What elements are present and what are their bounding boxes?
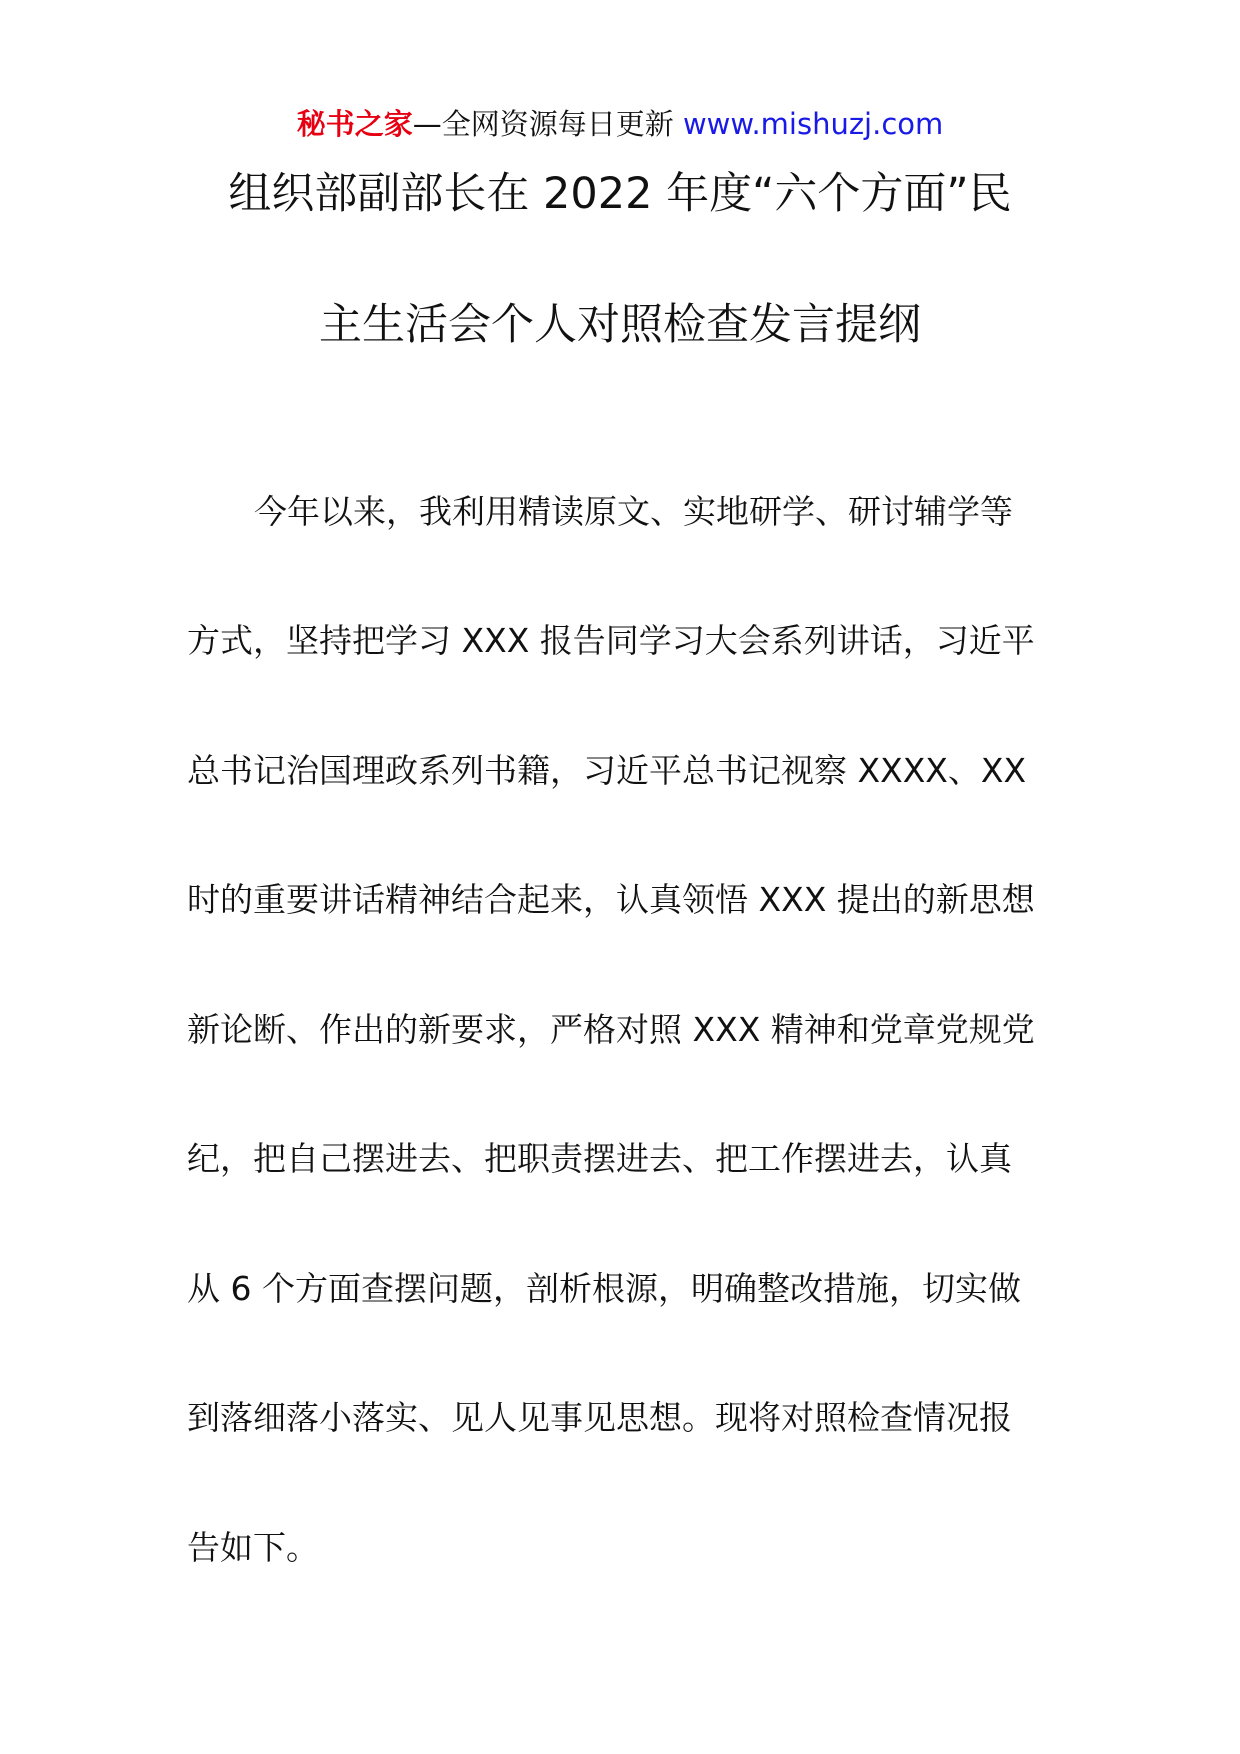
body-text-line: 新论断、作出的新要求，严格对照 XXX 精神和党章党规党	[187, 1010, 1035, 1049]
document-title-line-2: 主生活会个人对照检查发言提纲	[319, 300, 921, 350]
body-text-line: 告如下。	[187, 1528, 319, 1567]
body-text-line: 总书记治国理政系列书籍，习近平总书记视察 XXXX、XX	[187, 751, 1027, 790]
document-title-line-1: 组织部副部长在 2022 年度“六个方面”民	[228, 169, 1012, 219]
body-text-line: 时的重要讲话精神结合起来，认真领悟 XXX 提出的新思想	[187, 880, 1035, 919]
site-url-link[interactable]: www.mishuzj.com	[682, 107, 944, 141]
header-banner	[0, 104, 1240, 144]
brand-name: 秘书之家	[296, 107, 413, 141]
body-text-line: 到落细落小落实、见人见事见思想。现将对照检查情况报	[187, 1398, 1012, 1437]
body-text-line: 今年以来，我利用精读原文、实地研学、研讨辅学等	[254, 492, 1013, 531]
body-text-line: 纪，把自己摆进去、把职责摆进去、把工作摆进去，认真	[187, 1139, 1012, 1178]
body-text-line: 方式，坚持把学习 XXX 报告同学习大会系列讲话，习近平	[187, 621, 1035, 660]
header-slogan: —全网资源每日更新	[412, 107, 674, 141]
body-text-line: 从 6 个方面查摆问题，剖析根源，明确整改措施，切实做	[187, 1269, 1021, 1308]
